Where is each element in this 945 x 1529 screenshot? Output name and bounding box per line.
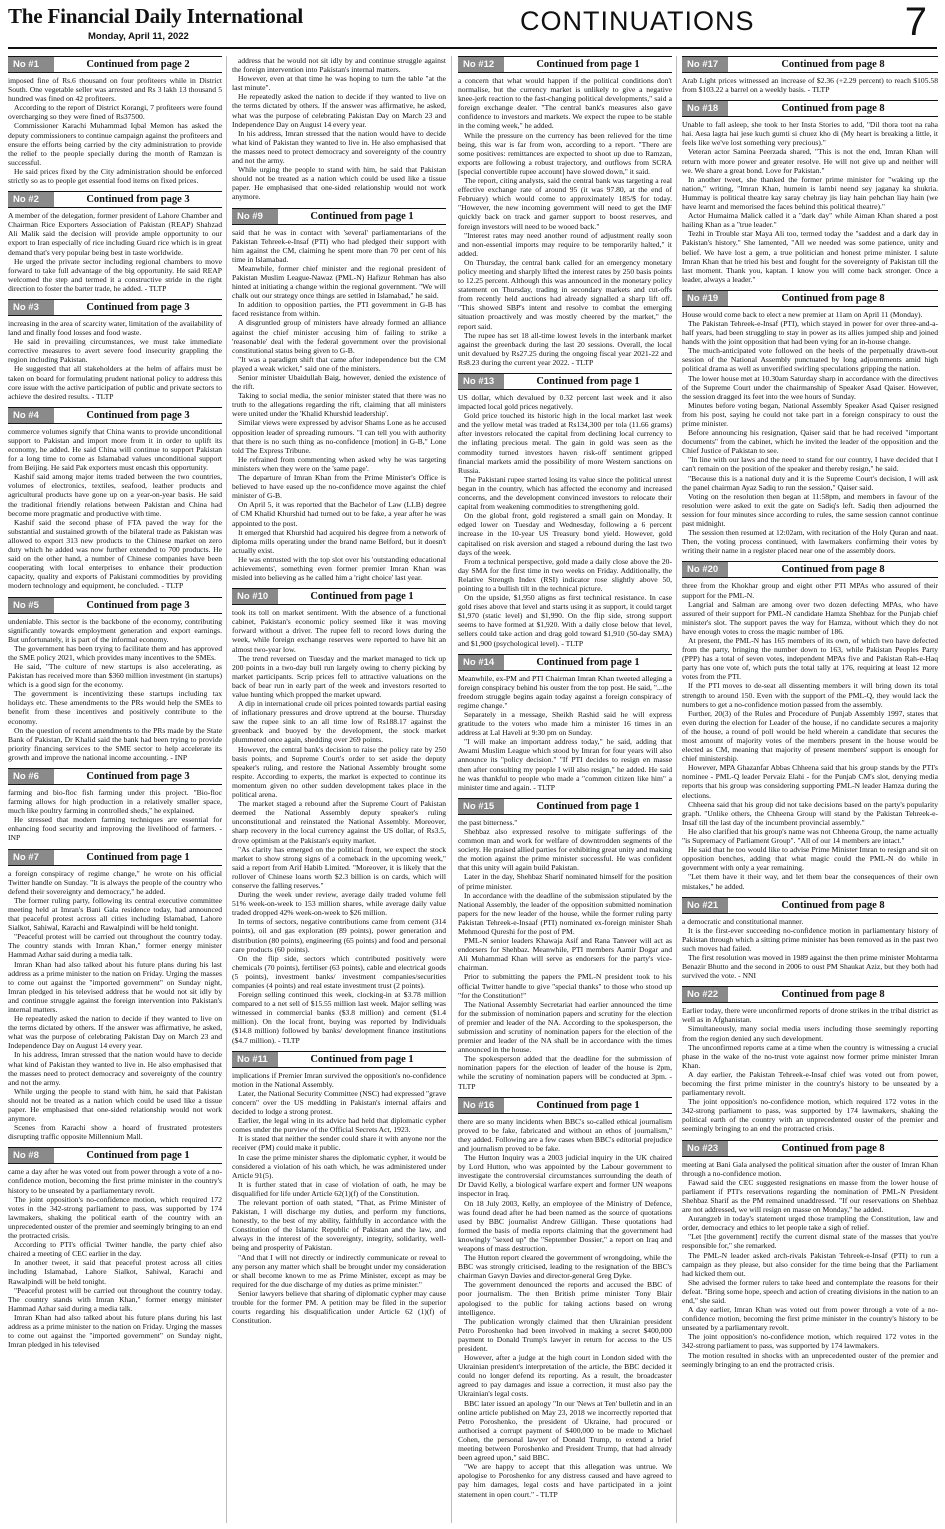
article-paragraph: He said prices fixed by the City administration should be enforced strictly so as to people get essential food items on fixed prices.	[8, 166, 222, 186]
article-number-badge: No #21	[682, 898, 728, 913]
continuation-article	[232, 1051, 446, 1326]
article-paragraph: The report, citing analysts, said the central bank was targeting a real effective exchange rate of around 95 (it was 97.80, at the end of February) which would come to approximately 185/$ for today. "However, the new incoming government will need to get the IMF quickly back on track and garner support to boost reserves, and foreign investors will need to be wooed back."	[458, 176, 672, 231]
article-paragraph: The publication wrongly claimed that then Ukrainian president Petro Poroshenko had been involved in making a secret $400,000 payment to Donald Trump's lawyer in return for access to the US president.	[458, 1316, 672, 1353]
article-paragraph: The Pakistani rupee started losing its value since the political unrest began in the country, which has affected the economy and increased concerns, and the development convinced investors to relocate their capital from weakening commodities to strengthening gold.	[458, 474, 672, 512]
article-paragraph: On the question of recent amendments to the PRs made by the State Bank of Pakistan, Dr Khalid said the bank had been trying to provide priority financing services to the SME sector to help accelerate its growth and improve the national income accounting. - INP	[8, 725, 222, 762]
article-paragraph: three from the Khokhar group and eight other PTI MPAs who assured of their support for the PML-N.	[682, 581, 938, 600]
article-paragraph: Fawad said the CEC suggested resignations en masse from the lower house of parliament if PTI's reservations regarding the nomination of PML-N President Shehbaz Sharif as the PM remained unaddressed. "If our reservations on Shehbaz are not addressed, we will resign en masse on Monday," he added.	[682, 1177, 938, 1215]
article-body	[458, 1117, 672, 1499]
article-paragraph: He refrained from commenting when asked why he was targeting ministers when they were on the 'same page'.	[232, 454, 446, 473]
continued-from-label: Continued from page 3	[86, 599, 190, 611]
article-paragraph: At present, the PML-N has 165 members of its own, of which two have defected from the party, bringing the number down to 163, while Pakistan Peoples Party (PPP) has a total of seven votes, independent MPAs five and Pakistan Rah-e-Haq party has one vote of, which puts the total tally at 176, requiring at least 12 more votes from the PTI.	[682, 635, 938, 682]
article-paragraph: "Interest rates may need another round of adjustment really soon and non-essential imports may require to be temporarily halted," it added.	[458, 230, 672, 258]
continued-from-label: Continued from page 1	[86, 1150, 190, 1162]
article-paragraph: The government is incentivizing these startups including tax holidays etc. These amendments to the PRs would help the SMEs to benefit from these incentives and positively contribute to the economy.	[8, 689, 222, 726]
article-body	[232, 56, 446, 202]
continued-from-label: Continued from page 1	[310, 1053, 414, 1065]
article-paragraph: On April 5, it was reported that the Bachelor of Law (LLB) degree of CM Khalid Khurshid had turned out to be fake, a year after he was appointed to the post.	[232, 500, 446, 528]
article-paragraph: On Thursday, the central bank called for an emergency monetary policy meeting and sharply lifted the interest rates by 250 basis points to 12.25 percent. Although this was announced in the monetary policy statement on Thursday, trading in secondary markets and cut-offs from recently held auctions had already signalled a sharp lift off. "This showed SBP's intent and resolve to combat the emerging situation proactively and was mostly cheered by the market," the report said.	[458, 257, 672, 331]
article-paragraph: He said in prevailing circumstances, we must take immediate corrective measures to avert severe food insecurity grappling the region including Pakistan.	[8, 337, 222, 365]
article-paragraph: farming and bio-floc fish farming under this project. "Bio-floc farming allows for high production in a relatively smaller space, much like poultry farming in controlled sheds," he explained.	[8, 788, 222, 816]
article-header	[8, 299, 222, 316]
column-3	[458, 56, 672, 1523]
continued-from-label: Continued from page 1	[536, 1099, 640, 1111]
article-paragraph: A disgruntled group of ministers have already formed an alliance against the chief minister accusing him of failing to strike a 'reasonable' deal with the federal government over the provisional constitutional status being given to G-B.	[232, 318, 446, 355]
article-paragraph: He was entrusted with the top slot over his 'outstanding educational achievements', something even former premier Imran Khan was misled into believing as he called him a 'right choice' last year.	[232, 554, 446, 583]
article-paragraph: The spokesperson added that the deadline for the submission of nomination papers for the election of leader of the house is 2pm, while the scrutiny of nomination papers will be conducted at 3pm. - TLTP	[458, 1054, 672, 1091]
continuation-article	[682, 100, 938, 284]
continued-from-label: Continued from page 3	[86, 301, 190, 313]
column-4	[682, 56, 938, 1523]
article-number-badge: No #10	[232, 589, 278, 604]
article-paragraph: While the pressure on the currency has been relieved for the time being, this war is far from won, according to a report. "There are some positives: remittances are expected to shoot up due to Ramzan, exports are following a robust trajectory, and outflows from SCRA [special convertible rupee account] have slowed down," it said.	[458, 130, 672, 176]
article-paragraph: The National Assembly Secretariat had earlier announced the time for the submission of nomination papers and scrutiny for the election of premier and leader of the NA. According to the spokesperson, the submission and scrutiny of nomination papers for the election of the premier and leader of the NA shall be in accordance with the times announced in the house.	[458, 999, 672, 1055]
article-paragraph: "It was a paradigm shift that came after independence but the CM played a weak wicket," said one of the ministers.	[232, 354, 446, 373]
article-body	[682, 310, 938, 556]
column-2	[232, 56, 446, 1523]
article-paragraph: came a day after he was voted out from power through a vote of a no-confidence motion, becoming the first prime minister in the country's history to be unseated by a parliamentary revolt.	[8, 1167, 222, 1195]
article-header	[458, 1097, 672, 1114]
article-header	[458, 373, 672, 390]
issue-date: Monday, April 11, 2022	[88, 31, 189, 42]
article-body	[8, 211, 222, 293]
article-body	[458, 818, 672, 1091]
article-header	[682, 986, 938, 1003]
article-paragraph: However, the central bank's decision to raise the policy rate by 250 basis points, and Supreme Court's order to set aside the deputy speaker's ruling, and restore the National Assembly brought some respite. According to experts, the market is expected to continue its momentum given no other sudden development takes place in the political arena.	[232, 744, 446, 800]
article-header	[8, 849, 222, 866]
article-header	[232, 1051, 446, 1068]
continuation-article	[682, 56, 938, 94]
continued-from-label: Continued from page 8	[781, 989, 885, 1001]
page-number: 7	[904, 0, 927, 44]
article-paragraph: increasing in the area of scarcity water, limitation of the availability of land and finally food losses and food waste.	[8, 318, 222, 338]
article-number-badge: No #14	[458, 655, 504, 670]
article-paragraph: On the upside, $1,950 aligns as first technical resistance. In case gold rises above that level and starts using it as support, it could target $1,970 (static level) and $1,990. On the flip side, strong support seems to have formed at $1,920. With a daily close below that level, sellers could take action and drag gold toward $1,910 (50-day SMA) and $1,900 (psychological level). - TLTP	[458, 593, 672, 648]
article-paragraph: In his address, Imran stressed that the nation would have to decide what kind of Pakistan they wanted to live in. He also emphasised that the masses need to protect democracy and sovereignty of the country and not the army.	[232, 128, 446, 166]
article-paragraph: Tezhi in Trouble star Maya Ali too, termed today the "saddest and a dark day in Pakistan's history." She lamented, "All we needed was some patience, unity and belief. We have lost a gem, a true politician and honest prime minister. I salute Imran Khan that he tried his best and fought for the sovereignty of Pakistan till the last moment. Thank you, kaptan. I know you will come back stronger. Once a leader, always a leader."	[682, 229, 938, 284]
article-paragraph: Minutes before voting began, National Assembly Speaker Asad Qaiser resigned from his post, saying he could not take part in a foreign conspiracy to oust the prime minister.	[682, 400, 938, 428]
article-paragraph: He also clarified that his group's name was not Chheena Group, the name actually "is Supremacy of Parliament Group". "All of our 14 members are intact."	[682, 826, 938, 846]
article-paragraph: Langrial and Salman are among over two dozen defecting MPAs, who have assured of their support for PML-N candidate Hamza Shehbaz for the Punjab chief minister's slot. The support paves the way for Hamza, without which they do not have enough votes to cross the magic number of 186.	[682, 599, 938, 636]
article-paragraph: Shehbaz also expressed resolve to mitigate sufferings of the common man and work for welfare of downtrodden segments of the society. He praised allied parties for exhibiting great unity and making the motion against the prime minister successful. He was confident that this unity will again build Pakistan.	[458, 826, 672, 873]
article-paragraph: It is stated that neither the sender could share it with anyone nor the receiver (PM) could make it public.	[232, 1134, 446, 1153]
continuation-article	[682, 290, 938, 556]
article-number-badge: No #23	[682, 1141, 728, 1156]
continued-from-label: Continued from page 8	[781, 103, 885, 115]
article-header	[8, 597, 222, 614]
article-body	[682, 120, 938, 284]
article-body	[682, 581, 938, 890]
continued-from-label: Continued from page 1	[536, 59, 640, 70]
continuation-article	[8, 299, 222, 401]
article-paragraph: He stressed that modern farming techniques are essential for enhancing food security and improving the livelihood of farmers. - INP	[8, 815, 222, 843]
article-paragraph: On the flip side, sectors which contributed positively were chemicals (70 points), fertiliser (63 points), cable and electrical goods (5 points), investment banks/ investment companies/securities companies (4 points) and real estate investment trust (2 points).	[232, 953, 446, 990]
article-number-badge: No #13	[458, 374, 504, 389]
article-paragraph: "We are happy to accept that this allegation was untrue. We apologise to Poroshenko for any distress caused and have agreed to pay him damages, legal costs and have participated in a joint statement in open court." - TLTP	[458, 1462, 672, 1499]
article-body	[232, 228, 446, 583]
article-paragraph: Chheena said that his group did not take decisions based on the party's popularity graph. "Unlike others, the Chheena Group will stand by the Pakistan Tehreek-e-Insaf till the last day of the incumbent provincial assembly."	[682, 799, 938, 827]
article-paragraph: The joint opposition's no-confidence motion, which required 172 votes in the 342-strong parliament to pass, was supported by 174 lawmakers, shaking the political earth of the country with an unprecedented ouster of the premier and seemingly bringing to an end the protracted crisis.	[8, 1194, 222, 1241]
article-paragraph: A dip in international crude oil prices pointed towards partial easing of inflationary pressures and drove uptrend at the bourse. Thursday saw the rupee sink to an all time low of Rs188.17 against the greenback and buoyed by the development, the stock market plummeted once again, shedding over 269 points.	[232, 699, 446, 745]
article-body	[8, 319, 222, 401]
article-number-badge: No #1	[8, 57, 54, 72]
article-paragraph: "Let them have it their way, and let them bear the consequences of their own mistakes," he added.	[682, 872, 938, 891]
article-header	[8, 191, 222, 208]
article-number-badge: No #4	[8, 408, 54, 423]
article-body	[232, 608, 446, 1045]
article-paragraph: "Peaceful protest will be carried out throughout the country today. The country stands with Imran Khan," former energy minister Hammad Azhar said during a media talk.	[8, 932, 222, 960]
continuation-article	[458, 56, 672, 367]
article-paragraph: While urging the people to stand with him, he said that Pakistan should not be treated as a nation which could be used like a tissue paper. He emphasised that one-sided relationship would not work anymore.	[232, 165, 446, 202]
continuation-article	[8, 597, 222, 763]
article-body	[458, 76, 672, 367]
article-paragraph: He repeatedly asked the nation to decide if they wanted to live on the terms dictated by others. If the answer was affirmative, he asked, what was the purpose of celebrating Pakistan Day on March 23 and Independence Day on August 14 every year.	[232, 92, 446, 129]
article-paragraph: On the global front, gold registered a small gain on Monday. It edged lower on Tuesday and Wednesday, following a 6 percent increase in the 10-year US Treasury bond yield. However, gold capitalised on risk aversion and staged a rebound during the last two days of the week.	[458, 511, 672, 557]
article-paragraph: According to the report of District Korangi, 7 profiteers were found overcharging so they were fined of Rs37500.	[8, 103, 222, 122]
article-paragraph: Senior minister Ubaidullah Baig, however, denied the existence of the rift.	[232, 373, 446, 392]
article-body	[682, 76, 938, 94]
article-header	[8, 56, 222, 73]
article-paragraph: The former ruling party, following its central executive committee meeting held at Imran's Bani Gala residence today, had announced that peaceful protest across all cities including Islamabad, Lahore Sialkot, Sahiwal, Karachi and Rawalpindi will be held tonight.	[8, 895, 222, 933]
article-header	[458, 56, 672, 73]
continued-from-label: Continued from page 1	[536, 656, 640, 668]
continued-from-label: Continued from page 8	[781, 899, 885, 911]
article-number-badge: No #12	[458, 57, 504, 72]
article-paragraph: Simultaneously, many social media users including those seemingly reporting from the region denied any such development.	[682, 1024, 938, 1043]
article-paragraph: Before announcing his resignation, Qaiser said that he had received "important documents" from the cabinet, which he invited the leader of the opposition and the Chief Justice of Pakistan to see.	[682, 428, 938, 456]
masthead-rule	[8, 47, 937, 49]
column-divider	[226, 56, 227, 1523]
article-body	[232, 1071, 446, 1326]
article-body	[8, 617, 222, 763]
article-header	[682, 290, 938, 307]
continuation-article	[8, 768, 222, 843]
article-paragraph: Further, 20(3) of the Rules and Procedure of Punjab Assembly 1997, states that even during the election for Leader of the house, if no candidate secures a majority of the house, a round of poll would be held wherein a candidate that secures the most amount of majority votes of the members present in the house would be elected as CM, meaning that majority of present members' support is enough for chief ministership.	[682, 708, 938, 764]
article-paragraph: However, even at that time he was hoping to turn the table "at the last minute".	[232, 74, 446, 93]
article-paragraph: Kashif said the second phase of FTA paved the way for the substantial and sustained growth of the bilateral trade as Pakistan was allowed to export 313 new products to the Chinese market on zero duty which he added was now further extended to 700 products. He said on the other hand, a number of Chinese companies have been cooperating with local enterprises to enhance their production capacity, quality and exports of Pakistani commodities by providing modern technology and equipment, he concluded. - TLTP	[8, 517, 222, 591]
article-paragraph: Voting on the resolution then began at 11:58pm, and members in favour of the resolution were asked to exit the gate on Sadiq's left. Sadiq then adjourned the session for four minutes since according to rules, the same session cannot continue past midnight.	[682, 491, 938, 529]
article-header	[232, 208, 446, 225]
article-paragraph: said that he was in contact with 'several' parliamentarians of the Pakistan Tehreek-e-Insaf (PTI) who had pledged their support with him against the CM, claiming he spent more than 70 per cent of his time in Islamabad.	[232, 227, 446, 264]
article-paragraph: The trend reversed on Tuesday and the market managed to tick up 200 points in a two-day bull run largely owing to cherry picking by market participants. Scrip prices fell to attractive valuations on the back of bear run in early part of the week and investors resorted to value hunting which propped the market upward.	[232, 653, 446, 699]
article-paragraph: there are so many incidents when BBC's so-called ethical journalism proved to be fake, fabricated and without an ethos of journalism," they added. Following are a few cases when BBC's editorial prejudice and journalism proved to be fake.	[458, 1116, 672, 1153]
article-paragraph: In addition to opposition parties, the PTI government in G-B has faced resistance from within.	[232, 300, 446, 319]
article-paragraph: It emerged that Khurshid had acquired his degree from a network of diploma mills operating under the brand name Belford, but it doesn't actually exist.	[232, 527, 446, 555]
article-paragraph: The unconfirmed reports came at a time when the country is witnessing a crucial phase in the wake of the no-trust vote against now former prime minister Imran Khan.	[682, 1042, 938, 1070]
continuation-article	[682, 561, 938, 890]
continuation-article	[458, 1097, 672, 1499]
article-header	[8, 768, 222, 785]
article-paragraph: In another tweet, she thanked the former prime minister for "waking up the nation," writing, "Imran Khan, humein is lambi neend sey jaganay ka shukria. Hummay is political theatre kay saray chehray jis liay hain pehchan liay hain (we have learnt and memorised the faces behind this political theatre)."	[682, 174, 938, 212]
article-paragraph: address that he would not sit idly by and continue struggle against the foreign intervention into Pakistan's internal matters.	[232, 56, 446, 75]
article-paragraph: US dollar, which devalued by 0.32 percent last week and it also impacted local gold prices negatively.	[458, 393, 672, 412]
article-paragraph: A day earlier, the Pakistan Tehreek-e-Insaf chief was voted out from power, becoming the first prime minister in the country's history to be unseated by a parliamentary revolt.	[682, 1069, 938, 1098]
article-paragraph: The joint opposition's no-confidence motion, which required 172 votes in the 342-strong parliament to pass, was supported by 174 lawmakers, shaking the political earth of the country with an unprecedented ouster of the premier and seemingly bringing to an end the protracted crisis.	[682, 1097, 938, 1134]
article-paragraph: The Pakistan Tehreek-e-Insaf (PTI), which stayed in power for over three-and-a-half years, had been struggling to stay in power as its allies jumped ship and joined hands with the joint opposition that had been vying for an in-house change.	[682, 318, 938, 347]
article-body	[8, 76, 222, 185]
column-divider	[676, 56, 677, 1523]
article-paragraph: However, MPA Ghazanfar Abbas Chheena said that his group stands by the PTI's nominee - PML-Q leader Pervaiz Elahi - for the Punjab CM's slot, denying media reports that his group was considering supporting PML-N leader Hamza during the elections.	[682, 763, 938, 800]
column-divider	[451, 56, 452, 1523]
article-paragraph: implications if Premier Imran survived the opposition's no-confidence motion in the National Assembly.	[232, 1070, 446, 1089]
article-paragraph: Unable to fall asleep, she took to her Insta Stories to add, "Dil thora toot na raha hai. Aesa lagta hai jese kuch gumti si chuez kho di (My heart is breaking a little, it feels like we've lost something very precious)."	[682, 120, 938, 148]
article-paragraph: Actor Humaima Malick called it a "dark day" while Aiman Khan shared a post hailing Khan as a "true leader."	[682, 211, 938, 230]
article-paragraph: Meanwhile, ex-PM and PTI Chairman Imran Khan tweeted alleging a foreign conspiracy behind his ouster from the top post. He said, "...the freedom struggle begins again today against a foreign conspiracy of regime change."	[458, 673, 672, 710]
article-number-badge: No #19	[682, 291, 728, 306]
article-paragraph: The first resolution was moved in 1989 against the then prime minister Mohtarma Benazir Bhutto and the second in 2006 to oust PM Shaukat Aziz, but they both had survived the vote. - NNI	[682, 952, 938, 981]
article-paragraph: Scenes from Karachi show a hoard of frustrated protesters disrupting traffic opposite Millennium Mall.	[8, 1123, 222, 1142]
masthead-left	[8, 4, 303, 42]
article-paragraph: The Hutton report cleared the government of wrongdoing, while the BBC was strongly criticised, leading to the resignation of the BBC's chairman Gavyn Davies and director-general Greg Dyke.	[458, 1253, 672, 1281]
article-paragraph: Arab Light prices witnessed an increase of $2.36 (+2.29 percent) to reach $105.58 from $103.22 a barrel on a weekly basis. - TLTP	[682, 76, 938, 95]
continued-from-label: Continued from page 1	[86, 851, 190, 863]
article-paragraph: The government denounced the reports and accused the BBC of poor journalism. The then British prime minister Tony Blair apologised to the public for taking actions based on wrong intelligence.	[458, 1280, 672, 1317]
article-paragraph: The motion resulted in shocks with an unprecedented ouster of the premier and seemingly bringing to an end the protracted crisis.	[682, 1350, 938, 1369]
masthead	[0, 0, 945, 48]
continuation-article	[232, 208, 446, 583]
article-number-badge: No #5	[8, 598, 54, 613]
article-paragraph: He repeatedly asked the nation to decide if they wanted to live on the terms dictated by others. If the answer was affirmative, he asked, what was the purpose of celebrating Pakistan Day on March 23 and Independence Day on August 14 every year.	[8, 1014, 222, 1051]
article-body	[682, 1160, 938, 1369]
continued-from-label: Continued from page 1	[310, 591, 414, 603]
article-header	[8, 407, 222, 424]
article-paragraph: Earlier, the legal wing in its advice had held that diplomatic cypher comes under the purview of the Official Secrets Act, 1923.	[232, 1116, 446, 1135]
article-paragraph: "Peaceful protest will be carried out throughout the country today. The country stands with Imran Khan," former energy minister Hammad Azhar said during a media talk.	[8, 1285, 222, 1313]
article-paragraph: "Because this is a national duty and it is the Supreme Court's decision, I will ask the panel chairman Ayaz Sadiq to run the session," Qaiser said.	[682, 473, 938, 492]
article-paragraph: the past bitterness."	[458, 817, 518, 827]
article-paragraph: On 18 July 2003, Kelly, an employee of the Ministry of Defence, was found dead after he had been named as the source of quotations used by BBC journalist Andrew Gilligan. These quotations had formed the basis of media reports claiming that the government had knowingly "sexed up" the "September Dossier," a report on Iraq and weapons of mass destruction.	[458, 1198, 672, 1253]
article-paragraph: He suggested that all stakeholders at the helm of affairs must be taken on board for formulating prudent national policy to address this core issue with the active participation of public and private sectors to achieve the desired results. - TLTP	[8, 364, 222, 401]
continuation-article	[682, 897, 938, 981]
article-paragraph: From a technical perspective, gold made a daily close above the 20-day SMA for the first time in two weeks on Friday. Additionally, the Relative Strength Index (RSI) indicator rose slightly above 50, pointing to a bullish tilt in the technical picture.	[458, 556, 672, 593]
continuation-article	[8, 191, 222, 293]
article-body	[682, 1006, 938, 1133]
article-paragraph: He urged the private sector including regional chambers to move forward to take full advantage of the big opportunity. He said REAP welcomed the step and termed it a constructive stride in the right direction to foster the barter trade, he added. - TLTP	[8, 256, 222, 293]
article-body	[8, 788, 222, 843]
article-paragraph: Veteran actor Samina Peerzada shared, "This is not the end, Imran Khan will return with more power and greater resolve. He will not give up and neither will we. We share a great bond. Love for Pakistan."	[682, 147, 938, 175]
article-paragraph: The joint opposition's no-confidence motion, which required 172 votes in the 342-strong parliament to pass, was supported by 174 lawmakers.	[682, 1332, 938, 1351]
article-paragraph: A day earlier, Imran Khan was voted out from power through a vote of a no-confidence motion, becoming the first prime minister in the country's history to be unseated by a parliamentary revolt.	[682, 1305, 938, 1333]
article-number-badge: No #17	[682, 57, 728, 72]
article-paragraph: In terms of sectors, negative contributions came from cement (314 points), oil and gas exploration (89 points), power generation and distribution (80 points), engineering (65 points) and food and personal care products (60 points).	[232, 917, 446, 954]
article-paragraph: meeting at Bani Gala analysed the political situation after the ouster of Imran Khan through a no-confidence motion.	[682, 1159, 938, 1178]
article-paragraph: House would come back to elect a new premier at 11am on April 11 (Monday).	[682, 309, 923, 319]
article-number-badge: No #8	[8, 1148, 54, 1163]
article-number-badge: No #22	[682, 987, 728, 1002]
article-paragraph: In accordance with the deadline of the submission stipulated by the National Assembly, the leader of the opposition submitted nomination papers for the new leader of the house, while the former ruling party Pakistan Tehreek-e-Insaaf (PTI) nominated ex-foreign minister Shah Mehmood Qureshi for the post of PM.	[458, 890, 672, 936]
article-paragraph: The relevant portion of oath stated, "That, as Prime Minister of Pakistan, I will discharge my duties, and perform my functions, honestly, to the best of my ability, faithfully in accordance with the Constitution of the Islamic Republic of Pakistan and the law, and always in the interest of the sovereignty, integrity, solidarity, well-being and prosperity of Pakistan.	[232, 1197, 446, 1253]
article-paragraph: She advised the former rulers to take heed and contemplate the reasons for their defeat. "Bring some hope, speech and action of creating divisions in the nation to an end," she said.	[682, 1277, 938, 1305]
article-paragraph: The much-anticipated vote followed on the heels of the perpetually drawn-out session of the National Assembly punctuated by long adjournments amid high political drama as well as unverified swirling speculations gripping the nation.	[682, 346, 938, 374]
article-paragraph: Aurangzeb in today's statement urged those trampling the Constitution, law and order, democracy and ethics to let people take a sigh of relief.	[682, 1214, 938, 1233]
continuation-article	[8, 407, 222, 591]
article-paragraph: commerce volumes signify that China wants to provide unconditional support to Pakistan and import more from it in order to uplift its economy, he added. He said China will continue to support Pakistan for a long time to come as Islamabad values unconditional support from Beijing. He said Pak exporters must encash this opportunity.	[8, 426, 222, 473]
continuation-article	[458, 798, 672, 1091]
article-paragraph: Similar views were expressed by advisor Shams Lone as he accused opposition leader of spreading rumours. "I can tell you with authority that there is no such thing as no-confidence [motion] in G-B," Lone told The Express Tribune.	[232, 418, 446, 455]
article-number-badge: No #20	[682, 562, 728, 577]
article-paragraph: Senior lawyers believe that sharing of diplomatic cypher may cause trouble for the former PM. A petition may be filed in the superior courts regarding his disqualification under Article 62 (1)(f) of Constitution.	[232, 1288, 446, 1326]
article-header	[458, 654, 672, 671]
article-number-badge: No #3	[8, 300, 54, 315]
article-number-badge: No #9	[232, 209, 278, 224]
article-paragraph: However, after a judge at the high court in London sided with the Ukrainian president's interpretation of the article, the BBC decided it could no longer defend its reporting. As a result, the broadcaster agreed to pay damages and issue a correction, it must also pay the Ukrainian's legal costs.	[458, 1353, 672, 1399]
article-paragraph: "And that I will not directly or indirectly communicate or reveal to any person any matter which shall be brought under my consideration or shall become known to me as Prime Minister, except as may be required for the due discharge of my duties as prime minister."	[232, 1252, 446, 1289]
continued-from-label: Continued from page 1	[310, 210, 414, 222]
article-header	[682, 1140, 938, 1157]
article-paragraph: In his address, Imran stressed that the nation would have to decide what kind of Pakistan they wanted to live in. He also emphasised that the masses need to protect democracy and sovereignty of the country and not the army.	[8, 1050, 222, 1087]
continued-from-label: Continued from page 1	[536, 376, 640, 387]
article-paragraph: It is the first-ever succeeding no-confidence motion in parliamentary history of Pakistan through which a sitting prime minister has been removed as in the past two such moves had failed.	[682, 925, 938, 953]
article-paragraph: He said, "The culture of new startups is also accelerating, as Pakistan has received more than $360 million investment (in startups) which is a good sign for the economy.	[8, 661, 222, 690]
continuation-article	[232, 56, 446, 202]
article-paragraph: The rupee has set 18 all-time lowest levels in the interbank market against the greenback during the last 20 sessions. Overall, the local unit devalued by Rs27.25 during the ongoing fiscal year 2021-22 and Rs8.23 during the current year 2022. - TLTP	[458, 330, 672, 367]
section-title: CONTINUATIONS	[520, 6, 755, 36]
article-paragraph: The lower house met at 10.30am Saturday sharp in accordance with the directives of the Supreme Court under the chairmanship of Speaker Asad Qaiser. However, the session dragged its feet into the wee hours of Sunday.	[682, 373, 938, 401]
article-number-badge: No #11	[232, 1052, 278, 1067]
article-paragraph: Prior to submitting the papers the PML-N president took to his official Twitter handle to give "special thanks" to those who stood up "for the Constitution!"	[458, 972, 672, 1000]
article-paragraph: The market staged a rebound after the Supreme Court of Pakistan deemed the National Assembly deputy speaker's ruling unconstitutional and reinstated the National Assembly. Moreover, sharp recovery in the local currency against the US dollar, of Rs3.5, drove optimism at the Pakistan's equity market.	[232, 799, 446, 845]
article-paragraph: Foreign selling continued this week, clocking-in at $3.78 million compared to a net sell of $15.55 million last week. Major selling was witnessed in commercial banks ($3.8 million) and cement ($1.4 million). On the local front, buying was reported by Individuals ($14.8 million) followed by banks/ development finance institutions ($4.7 million). - TLTP	[232, 990, 446, 1045]
article-paragraph: "I will make an important address today," he said, adding that Awami Muslim League which stood by Imran for four years will also announce its "policy decision." "If PTI decides to resign en masse then after consulting my people I will also resign," he added. He said he was thankful to people who made a "common citizen like him" a minister time and again. - TLTP	[458, 737, 672, 792]
continued-from-label: Continued from page 8	[781, 59, 885, 70]
article-paragraph: a democratic and constitutional manner.	[682, 916, 804, 926]
article-header	[232, 588, 446, 605]
article-header	[682, 561, 938, 578]
article-header	[682, 100, 938, 117]
article-body	[8, 427, 222, 591]
article-paragraph: Separately in a message, Sheikh Rashid said he will express gratitude to the voters who made him a minister 16 times in an address at Lal Haveli at 9:30 pm on Sunday.	[458, 710, 672, 738]
article-paragraph: Kashif said among major items traded between the two countries, volumes of electronics, textiles, seafood, leather products and agricultural products have gone up on a year-on-year basis. He said the traditional friendly relations between Pakistan and China had become more pragmatic and productive with time.	[8, 472, 222, 518]
article-header	[458, 798, 672, 815]
article-paragraph: Later, the National Security Committee (NSC) had expressed "grave concern" over the US meddling in Pakistan's internal affairs and decided to lodge a strong protest.	[232, 1088, 446, 1117]
continuation-article	[8, 1147, 222, 1349]
continued-from-label: Continued from page 3	[86, 194, 190, 206]
article-paragraph: Earlier today, there were unconfirmed reports of drone strikes in the tribal district as well as in Afghanistan.	[682, 1006, 938, 1025]
article-number-badge: No #18	[682, 101, 728, 116]
article-paragraph: "In line with our laws and the need to stand for our country, I have decided that I can't remain on the position of the speaker and thereby resign," he said.	[682, 455, 938, 474]
article-paragraph: a concern that what would happen if the political conditions don't normalise, but the currency market is unlikely to give a negative knee-jerk reaction to the fast-changing political developments," said a foreign exchange dealer. "The central bank's measures also gave confidence to investors and markets. We expect the rupee to be stable in the coming week," he added.	[458, 76, 672, 131]
newspaper-title: The Financial Daily International	[8, 4, 304, 28]
article-paragraph: While urging the people to stand with him, he said that Pakistan should not be treated as a nation which could be used like a tissue paper. He emphasised that one-sided relationship would not work anymore.	[8, 1086, 222, 1124]
article-body	[8, 869, 222, 1142]
article-paragraph: Meanwhile, former chief minister and the regional president of Pakistan Muslim League-Nawaz (PML-N) Hafizur Rehman has also hinted at initiating a change within the regional government. "We will chalk out our strategy once things are settled in Islamabad," he said.	[232, 263, 446, 301]
article-paragraph: Commissioner Karachi Muhammad Iqbal Memon has asked the deputy commissioners to continue campaign against the profiteers and ensure the efforts being carried by the city administration to provide the relief to the people specially during the month of Ramzan is successful.	[8, 121, 222, 167]
article-paragraph: A member of the delegation, former president of Lahore Chamber and Chairman Rice Exporters Association of Pakistan (REAP) Shahzad Ali Malik said the decision will provide ample opportunity to our export to Iran especially of rice including Guard rice which is in great demand that's very popular being best in taste worldwide.	[8, 211, 222, 257]
continued-from-label: Continued from page 3	[86, 409, 190, 421]
article-paragraph: In another tweet, it said that peaceful protest across all cities including Islamabad, Lahore Sialkot, Sahiwal, Karachi and Rawalpindi will be held tonight.	[8, 1258, 222, 1286]
article-paragraph: If the PTI moves to de-seat all dissenting members it will bring down its total strength to around 150. Even with the support of the PML-Q, they would lack the numbers to get a no-confidence motion passed from the assembly.	[682, 681, 938, 709]
article-header	[682, 897, 938, 914]
continued-from-label: Continued from page 8	[781, 1142, 885, 1154]
article-paragraph: The PML-N leader asked arch-rivals Pakistan Tehreek-e-Insaf (PTI) to run a campaign as they please, but also consider for the time being that the Parliament had kicked them out.	[682, 1250, 938, 1278]
article-paragraph: The departure of Imran Khan from the Prime Minister's Office is believed to have eased up the no-confidence move against the chief minister of G-B.	[232, 473, 446, 501]
article-body	[8, 1167, 222, 1349]
article-paragraph: BBC later issued an apology "In our 'News at Ten' bulletin and in an online article published on May 23, 2018 we incorrectly reported that Petro Poroshenko, the president of Ukraine, had procured or authorised a corrupt payment of $400,000 to be made to Michael Cohen, the personal lawyer of Donald Trump, to extend a brief meeting between Poroshenko and President Trump, that had already been agreed upon," said BBC.	[458, 1398, 672, 1463]
article-paragraph: During the week under review, average daily traded volume fell 51% week-on-week to 153 million shares, while average daily value traded dropped 42% week-on-week to $26 million.	[232, 890, 446, 918]
article-number-badge: No #16	[458, 1098, 504, 1113]
continuation-article	[458, 373, 672, 648]
article-body	[458, 674, 672, 792]
article-paragraph: The session then resumed at 12:02am, with recitation of the Holy Quran and naat. Then, the voting process continued, with lawmakers confirming their votes by writing their name in a register placed near one of the assembly doors.	[682, 528, 938, 556]
article-header	[682, 56, 938, 73]
article-paragraph: Imran Khan had also talked about his future plans during his last address as a prime minister to the nation on Friday. Urging the masses to come out against the "imported government" on Sunday night, Imran pledged in his televised address that he would not sit idly by and continue struggle against the foreign intervention into Pakistan's internal matters.	[8, 959, 222, 1014]
continuation-article	[458, 654, 672, 792]
article-paragraph: "Let [the government] rectify the current dismal state of the masses that you're responsible for," she remarked.	[682, 1232, 938, 1251]
article-paragraph: imposed fine of Rs.6 thousand on four profiteers while in District South. One vegetable seller was arrested and Rs 3 lakh 13 thousand 5 hundred was fined on 42 profiteers.	[8, 76, 222, 104]
continuation-article	[682, 1140, 938, 1369]
article-paragraph: Gold price touched its historic high in the local market last week and the yellow metal was traded at Rs134,300 per tola (11.66 grams) after investors relocated the capital from declining local currency to the inflating precious metal. The gain in gold was seen as the commodity turned investors haven risk-off sentiment gripped financial markets amid the possibility of more Western sanctions on Russia.	[458, 411, 672, 475]
continued-from-label: Continued from page 8	[781, 292, 885, 304]
article-paragraph: The Hutton Inquiry was a 2003 judicial inquiry in the UK chaired by Lord Hutton, who was appointed by the Labour government to investigate the controversial circumstances surrounding the death of Dr David Kelly, a biological warfare expert and former UN weapons inspector in Iraq.	[458, 1153, 672, 1199]
article-paragraph: Taking to social media, the senior minister stated that there was no truth to the allegations regarding the rift, claiming that all ministers were united under the 'Khalid Khurshid leadership'.	[232, 391, 446, 419]
article-number-badge: No #7	[8, 850, 54, 865]
article-paragraph: undeniable. This sector is the backbone of the economy, contributing significantly towards employment generation and export earnings. But unfortunately, it is part of the informal economy.	[8, 616, 222, 644]
column-1	[8, 56, 222, 1523]
continuation-article	[682, 986, 938, 1133]
article-body	[682, 917, 938, 981]
article-number-badge: No #6	[8, 769, 54, 784]
continuation-article	[8, 849, 222, 1142]
article-paragraph: Later in the day, Shehbaz Sharif nominated himself for the position of prime minister.	[458, 872, 672, 891]
continued-from-label: Continued from page 3	[86, 771, 190, 782]
article-paragraph: The government has been trying to facilitate them and has approved the SME policy 2021, which provides many incentives to the SMEs.	[8, 643, 222, 662]
article-paragraph: a foreign conspiracy of regime change," he wrote on his official Twitter handle on Sunday. "It is always the people of the country who defend their sovereignty and democracy," he added.	[8, 868, 222, 896]
article-paragraph: "As clarity has emerged on the political front, we expect the stock market to show strong signs of a comeback in the upcoming week," said a report from Arif Habib Limited. "Moreover, it is likely that the rollover of Chinese loans worth $2.3 billion is on cards, which will conserve the falling reserves."	[232, 844, 446, 890]
article-paragraph: According to PTI's official Twitter handle, the party chief also chaired a meeting of CEC earlier in the day.	[8, 1240, 222, 1259]
article-number-badge: No #2	[8, 192, 54, 207]
article-paragraph: PML-N senior leaders Khawaja Asif and Rana Tanveer will act as endorsers for Shehbaz. Meanwhile, PTI members Aamir Dogar and Ali Muhammad Khan will serve as endorsers for the party's vice-chairman.	[458, 936, 672, 973]
article-paragraph: In case the prime minister shares the diplomatic cypher, it would be considered a violation of his oath which, he was administered under Article 91(5).	[232, 1152, 446, 1180]
article-paragraph: He said that he too would like to advise Prime Minister Imran to resign and sit on opposition benches, adding that what magic could the PML-N do while in government with only a year remaining.	[682, 845, 938, 873]
continued-from-label: Continued from page 8	[781, 564, 885, 576]
continued-from-label: Continued from page 1	[536, 800, 640, 812]
article-number-badge: No #15	[458, 799, 504, 814]
article-header	[8, 1147, 222, 1164]
continued-from-label: Continued from page 2	[86, 59, 190, 70]
continuation-article	[232, 588, 446, 1045]
article-paragraph: took its toll on market sentiment. With the absence of a functional cabinet, Pakistan's economic policy seemed like it was moving forward without a driver. The rupee fell to record lows during the week, while foreign exchange reserves were reported to have hit an almost two-year low.	[232, 608, 446, 654]
continuation-article	[8, 56, 222, 185]
article-paragraph: It is further stated that in case of violation of oath, he may be disqualified for life under Article 62(1)(f) of the Constitution.	[232, 1179, 446, 1198]
article-paragraph: Imran Khan had also talked about his future plans during his last address as a prime minister to the nation on Friday. Urging the masses to come out against the "imported government" on Sunday night, Imran pledged in his televised	[8, 1312, 222, 1350]
article-body	[458, 393, 672, 648]
